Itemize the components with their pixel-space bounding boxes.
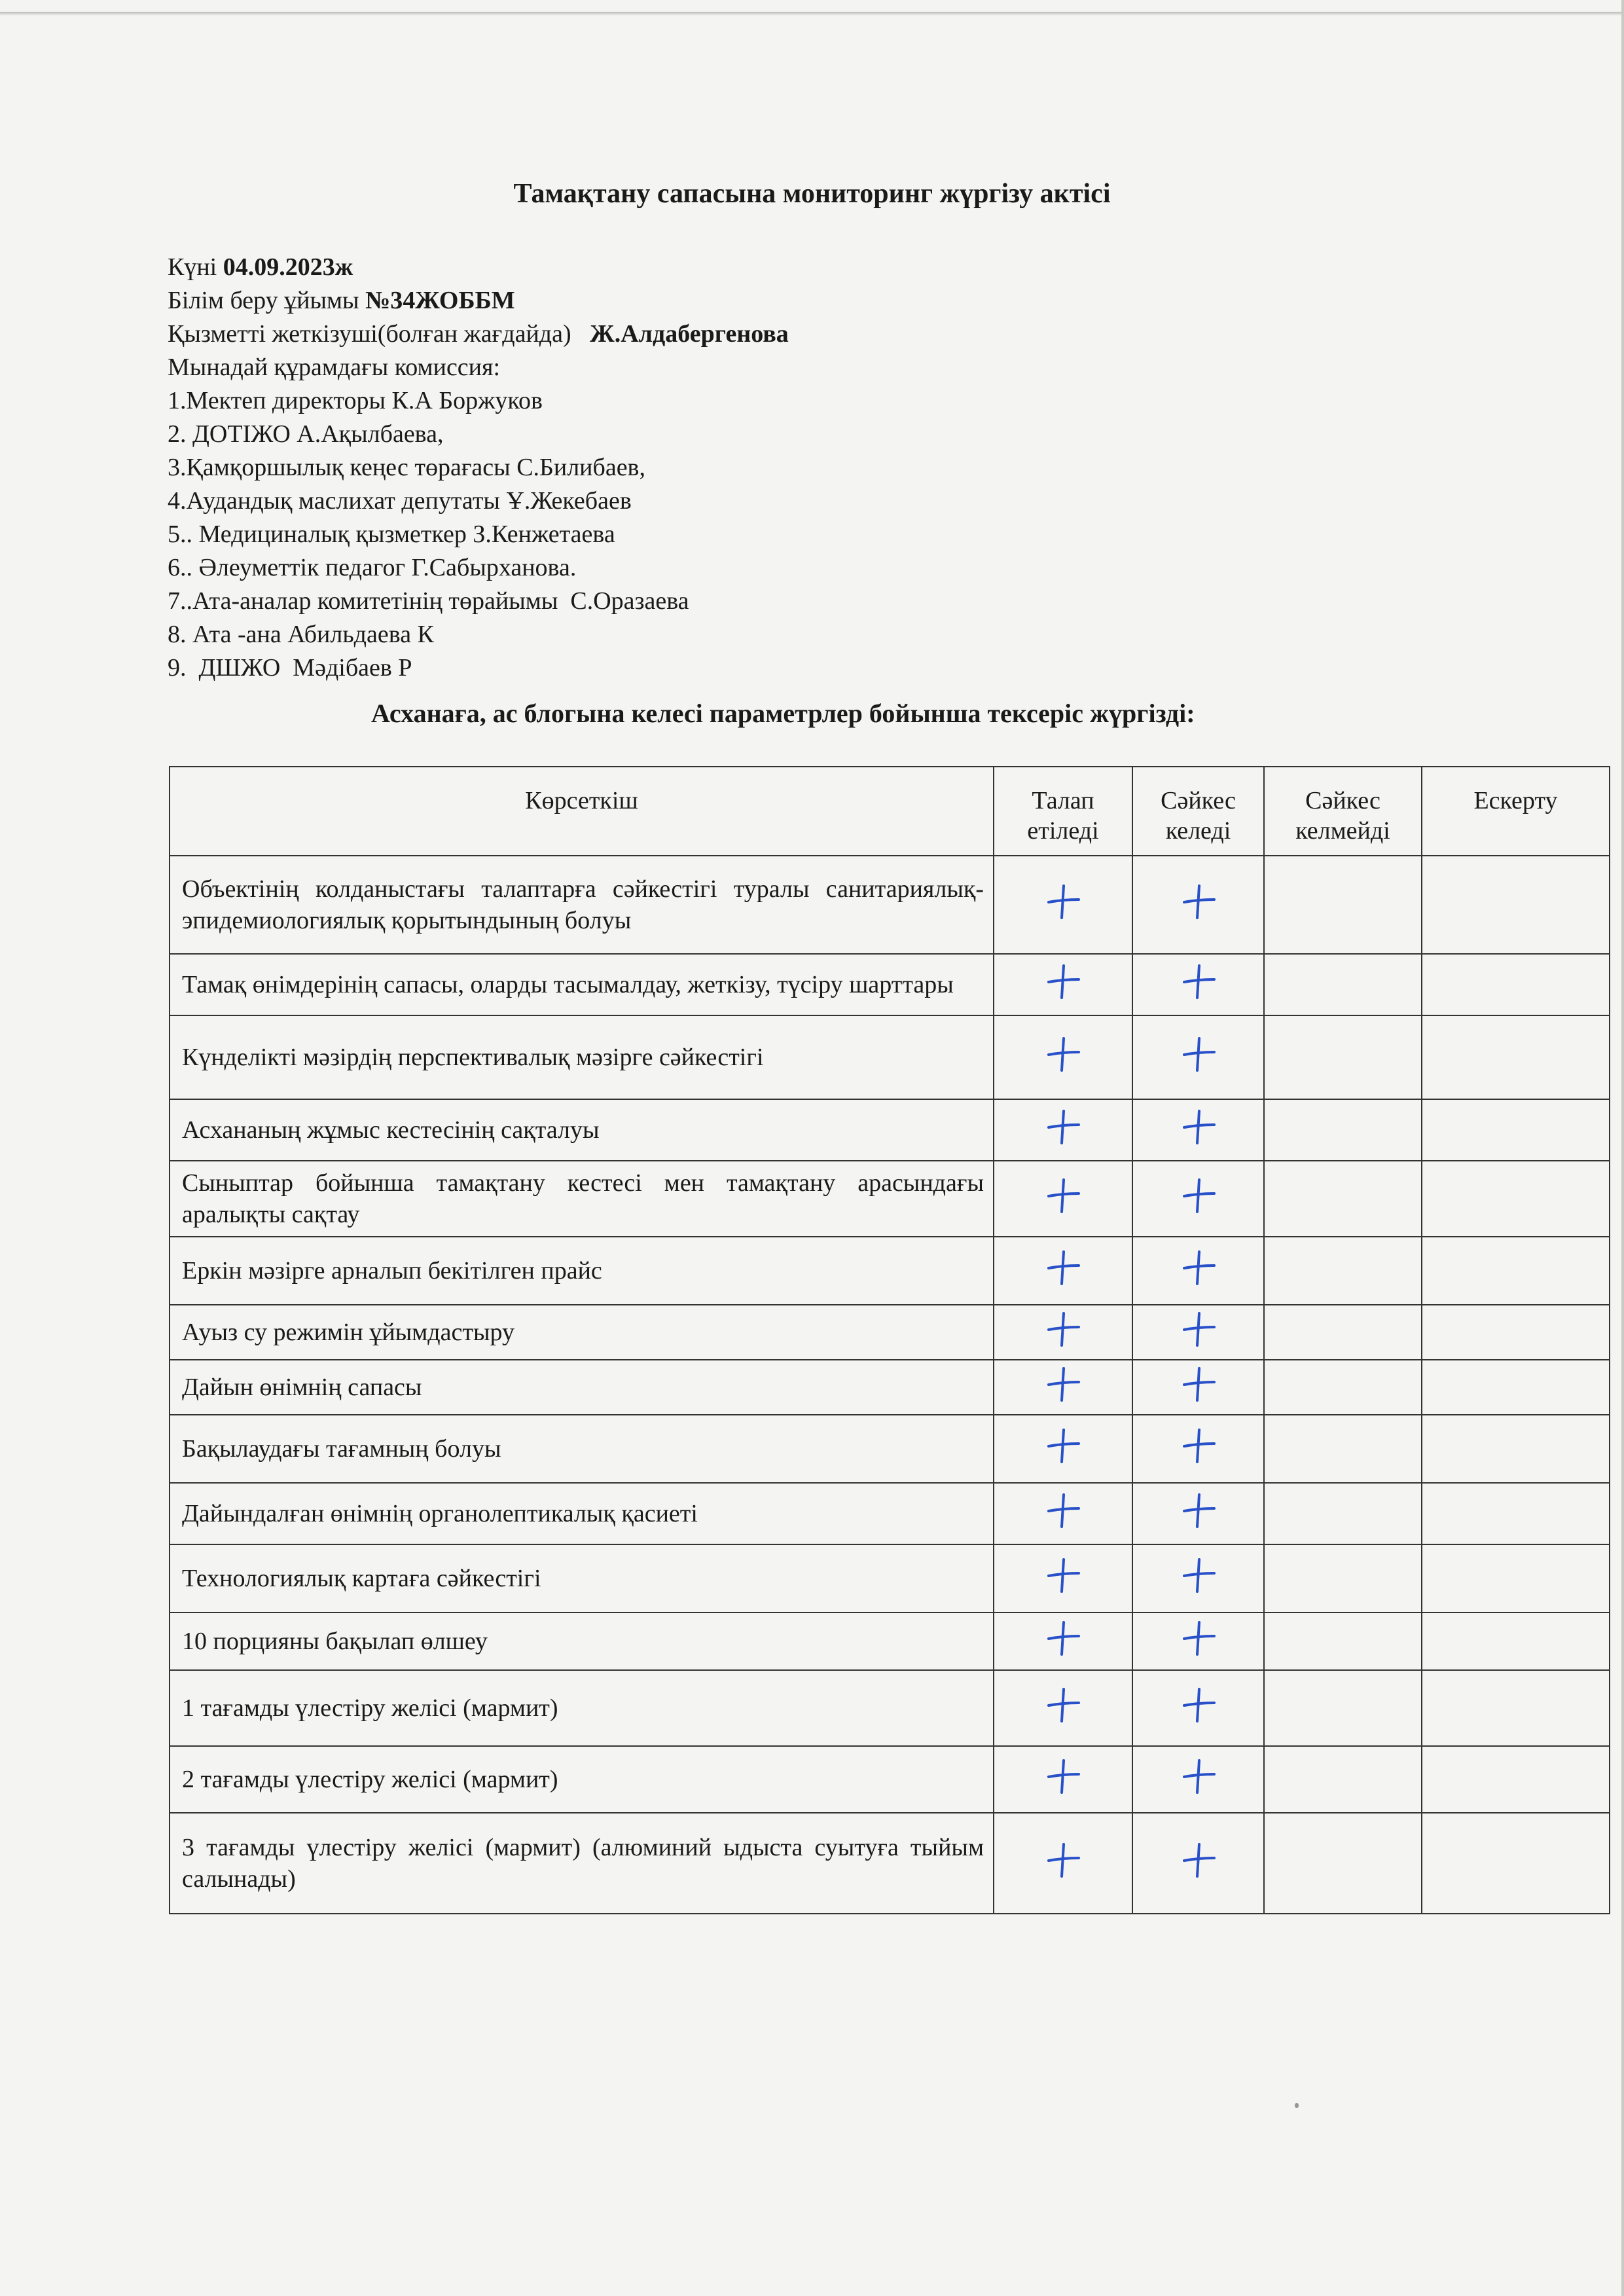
table-row xyxy=(170,1670,1610,1746)
handwritten-plus-compliant-mark xyxy=(1179,1176,1218,1215)
table-header-row xyxy=(170,767,1610,856)
handwritten-plus-compliant-mark xyxy=(1179,1309,1218,1349)
handwritten-plus-required-mark xyxy=(1043,1248,1083,1287)
required-cell xyxy=(994,1360,1132,1415)
inspection-table xyxy=(169,766,1610,1914)
header-note: Ескерту xyxy=(1422,767,1610,856)
table-row xyxy=(170,954,1610,1015)
commission-member: 5.. Медициналық қызметкер З.Кенжетаева xyxy=(168,520,615,548)
table-row xyxy=(170,1415,1610,1483)
handwritten-plus-required-mark xyxy=(1043,1840,1083,1880)
handwritten-plus-compliant-mark xyxy=(1179,882,1218,921)
noncompliant-cell xyxy=(1264,1415,1422,1483)
noncompliant-cell xyxy=(1264,1483,1422,1544)
commission-member: 3.Қамқоршылық кеңес төрағасы С.Билибаев, xyxy=(168,454,645,481)
handwritten-plus-required-mark xyxy=(1043,1556,1083,1595)
required-cell xyxy=(994,1670,1132,1746)
commission-member: 6.. Әлеуметтік педагог Г.Сабырханова. xyxy=(168,554,577,581)
indicator-cell: Тамақ өнімдерінің сапасы, оларды тасымалдау, жеткізу, түсіру шарттары xyxy=(170,954,994,1015)
handwritten-plus-required-mark xyxy=(1043,1685,1083,1724)
note-cell xyxy=(1422,1483,1610,1544)
indicator-cell: Технологиялық картаға сәйкестігі xyxy=(170,1544,994,1613)
required-cell xyxy=(994,1613,1132,1670)
indicator-cell: Күнделікті мәзірдің перспективалық мәзірге сәйкестігі xyxy=(170,1015,994,1099)
indicator-cell: Бақылаудағы тағамның болуы xyxy=(170,1415,994,1483)
compliant-cell xyxy=(1132,1161,1264,1237)
indicator-cell: Ауыз су режимін ұйымдастыру xyxy=(170,1305,994,1360)
compliant-cell xyxy=(1132,1746,1264,1813)
handwritten-plus-compliant-mark xyxy=(1179,1757,1218,1796)
date-value: 04.09.2023ж xyxy=(223,253,353,281)
noncompliant-cell xyxy=(1264,1305,1422,1360)
scan-edge-shadow xyxy=(0,12,1624,16)
noncompliant-cell xyxy=(1264,856,1422,954)
handwritten-plus-required-mark xyxy=(1043,1757,1083,1796)
table-row xyxy=(170,1305,1610,1360)
handwritten-plus-required-mark xyxy=(1043,962,1083,1001)
handwritten-plus-compliant-mark xyxy=(1179,1107,1218,1146)
note-cell xyxy=(1422,1813,1610,1914)
compliant-cell xyxy=(1132,1099,1264,1161)
required-cell xyxy=(994,1305,1132,1360)
compliant-cell xyxy=(1132,1670,1264,1746)
header-noncompliant: Сәйкес келмейді xyxy=(1264,767,1422,856)
compliant-cell xyxy=(1132,1305,1264,1360)
supplier-line: Қызметті жеткізуші(болған жағдайда) Ж.Алдабергенова xyxy=(168,320,789,348)
required-cell xyxy=(994,1483,1132,1544)
handwritten-plus-required-mark xyxy=(1043,1426,1083,1465)
noncompliant-cell xyxy=(1264,1237,1422,1305)
noncompliant-cell xyxy=(1264,1161,1422,1237)
indicator-cell: 3 тағамды үлестіру желісі (мармит) (алюминий ыдыста суытуға тыйым салынады) xyxy=(170,1813,994,1914)
handwritten-plus-compliant-mark xyxy=(1179,962,1218,1001)
handwritten-plus-required-mark xyxy=(1043,1107,1083,1146)
note-cell xyxy=(1422,1544,1610,1613)
table-row xyxy=(170,856,1610,954)
indicator-cell: 10 порцияны бақылап өлшеу xyxy=(170,1613,994,1670)
noncompliant-cell xyxy=(1264,1746,1422,1813)
compliant-cell xyxy=(1132,1483,1264,1544)
organization-value: №34ЖОББМ xyxy=(365,287,515,314)
handwritten-plus-required-mark xyxy=(1043,1618,1083,1658)
noncompliant-cell xyxy=(1264,1613,1422,1670)
indicator-cell: Дайын өнімнің сапасы xyxy=(170,1360,994,1415)
noncompliant-cell xyxy=(1264,1015,1422,1099)
indicator-cell: Еркін мәзірге арналып бекітілген прайс xyxy=(170,1237,994,1305)
handwritten-plus-required-mark xyxy=(1043,882,1083,921)
handwritten-plus-compliant-mark xyxy=(1179,1840,1218,1880)
noncompliant-cell xyxy=(1264,1099,1422,1161)
noncompliant-cell xyxy=(1264,1813,1422,1914)
supplier-value: Ж.Алдабергенова xyxy=(590,320,789,348)
note-cell xyxy=(1422,856,1610,954)
scan-speck xyxy=(1295,2103,1299,2108)
handwritten-plus-compliant-mark xyxy=(1179,1364,1218,1404)
indicator-cell: 1 тағамды үлестіру желісі (мармит) xyxy=(170,1670,994,1746)
date-line: Күні 04.09.2023ж xyxy=(168,253,353,281)
note-cell xyxy=(1422,1237,1610,1305)
scan-right-edge xyxy=(1621,0,1624,2296)
commission-member: 2. ДОТІЖО А.Ақылбаева, xyxy=(168,420,444,448)
handwritten-plus-required-mark xyxy=(1043,1034,1083,1074)
compliant-cell xyxy=(1132,1415,1264,1483)
note-cell xyxy=(1422,1161,1610,1237)
indicator-cell: Асхананың жұмыс кестесінің сақталуы xyxy=(170,1099,994,1161)
required-cell xyxy=(994,1015,1132,1099)
indicator-cell: Объектінің колданыстағы талаптарға сәйкестігі туралы санитариялық-эпидемиологиялық қорытындының болуы xyxy=(170,856,994,954)
indicator-cell: Дайындалған өнімнің органолептикалық қасиеті xyxy=(170,1483,994,1544)
organization-line: Білім беру ұйымы №34ЖОББМ xyxy=(168,287,515,314)
table-row xyxy=(170,1360,1610,1415)
header-required: Талап етіледі xyxy=(994,767,1132,856)
required-cell xyxy=(994,1813,1132,1914)
required-cell xyxy=(994,954,1132,1015)
noncompliant-cell xyxy=(1264,1670,1422,1746)
handwritten-plus-compliant-mark xyxy=(1179,1426,1218,1465)
compliant-cell xyxy=(1132,1813,1264,1914)
document-title: Тамақтану сапасына мониторинг жүргізу актісі xyxy=(513,179,1111,209)
header-compliant: Сәйкес келеді xyxy=(1132,767,1264,856)
indicator-cell: 2 тағамды үлестіру желісі (мармит) xyxy=(170,1746,994,1813)
table-row xyxy=(170,1544,1610,1613)
note-cell xyxy=(1422,1015,1610,1099)
commission-member: 4.Аудандық маслихат депутаты Ұ.Жекебаев xyxy=(168,487,632,515)
compliant-cell xyxy=(1132,1613,1264,1670)
handwritten-plus-compliant-mark xyxy=(1179,1034,1218,1074)
handwritten-plus-compliant-mark xyxy=(1179,1556,1218,1595)
noncompliant-cell xyxy=(1264,1544,1422,1613)
compliant-cell xyxy=(1132,1015,1264,1099)
required-cell xyxy=(994,1237,1132,1305)
required-cell xyxy=(994,1746,1132,1813)
required-cell xyxy=(994,1161,1132,1237)
compliant-cell xyxy=(1132,1360,1264,1415)
handwritten-plus-required-mark xyxy=(1043,1364,1083,1404)
note-cell xyxy=(1422,1305,1610,1360)
table-row xyxy=(170,1746,1610,1813)
noncompliant-cell xyxy=(1264,1360,1422,1415)
compliant-cell xyxy=(1132,1237,1264,1305)
note-cell xyxy=(1422,1670,1610,1746)
table-row xyxy=(170,1613,1610,1670)
required-cell xyxy=(994,1415,1132,1483)
table-row xyxy=(170,1161,1610,1237)
note-cell xyxy=(1422,1099,1610,1161)
handwritten-plus-compliant-mark xyxy=(1179,1685,1218,1724)
commission-members xyxy=(168,384,789,685)
table-row xyxy=(170,1099,1610,1161)
note-cell xyxy=(1422,1415,1610,1483)
handwritten-plus-required-mark xyxy=(1043,1309,1083,1349)
header-info xyxy=(168,251,789,685)
note-cell xyxy=(1422,1360,1610,1415)
commission-member: 8. Ата -ана Абильдаева К xyxy=(168,621,434,648)
handwritten-plus-compliant-mark xyxy=(1179,1618,1218,1658)
table-row xyxy=(170,1813,1610,1914)
handwritten-plus-required-mark xyxy=(1043,1491,1083,1530)
commission-member: 7..Ата-аналар комитетінің төрайымы С.Оразаева xyxy=(168,587,689,615)
handwritten-plus-compliant-mark xyxy=(1179,1248,1218,1287)
table-subtitle: Асханаға, ас блогына келесі параметрлер бойынша тексеріс жүргізді: xyxy=(371,699,1195,728)
handwritten-plus-compliant-mark xyxy=(1179,1491,1218,1530)
table-row xyxy=(170,1483,1610,1544)
commission-member: 9. ДШЖО Мәдібаев Р xyxy=(168,654,412,682)
table-row xyxy=(170,1237,1610,1305)
header-indicator: Көрсеткіш xyxy=(170,767,994,856)
required-cell xyxy=(994,856,1132,954)
compliant-cell xyxy=(1132,954,1264,1015)
commission-label: Мынадай құрамдағы комиссия: xyxy=(168,354,501,381)
commission-member: 1.Мектеп директоры К.А Боржуков xyxy=(168,387,543,414)
required-cell xyxy=(994,1099,1132,1161)
noncompliant-cell xyxy=(1264,954,1422,1015)
note-cell xyxy=(1422,954,1610,1015)
compliant-cell xyxy=(1132,1544,1264,1613)
note-cell xyxy=(1422,1613,1610,1670)
required-cell xyxy=(994,1544,1132,1613)
table-row xyxy=(170,1015,1610,1099)
note-cell xyxy=(1422,1746,1610,1813)
handwritten-plus-required-mark xyxy=(1043,1176,1083,1215)
indicator-cell: Сыныптар бойынша тамақтану кестесі мен тамақтану арасындағы аралықты сақтау xyxy=(170,1161,994,1237)
compliant-cell xyxy=(1132,856,1264,954)
